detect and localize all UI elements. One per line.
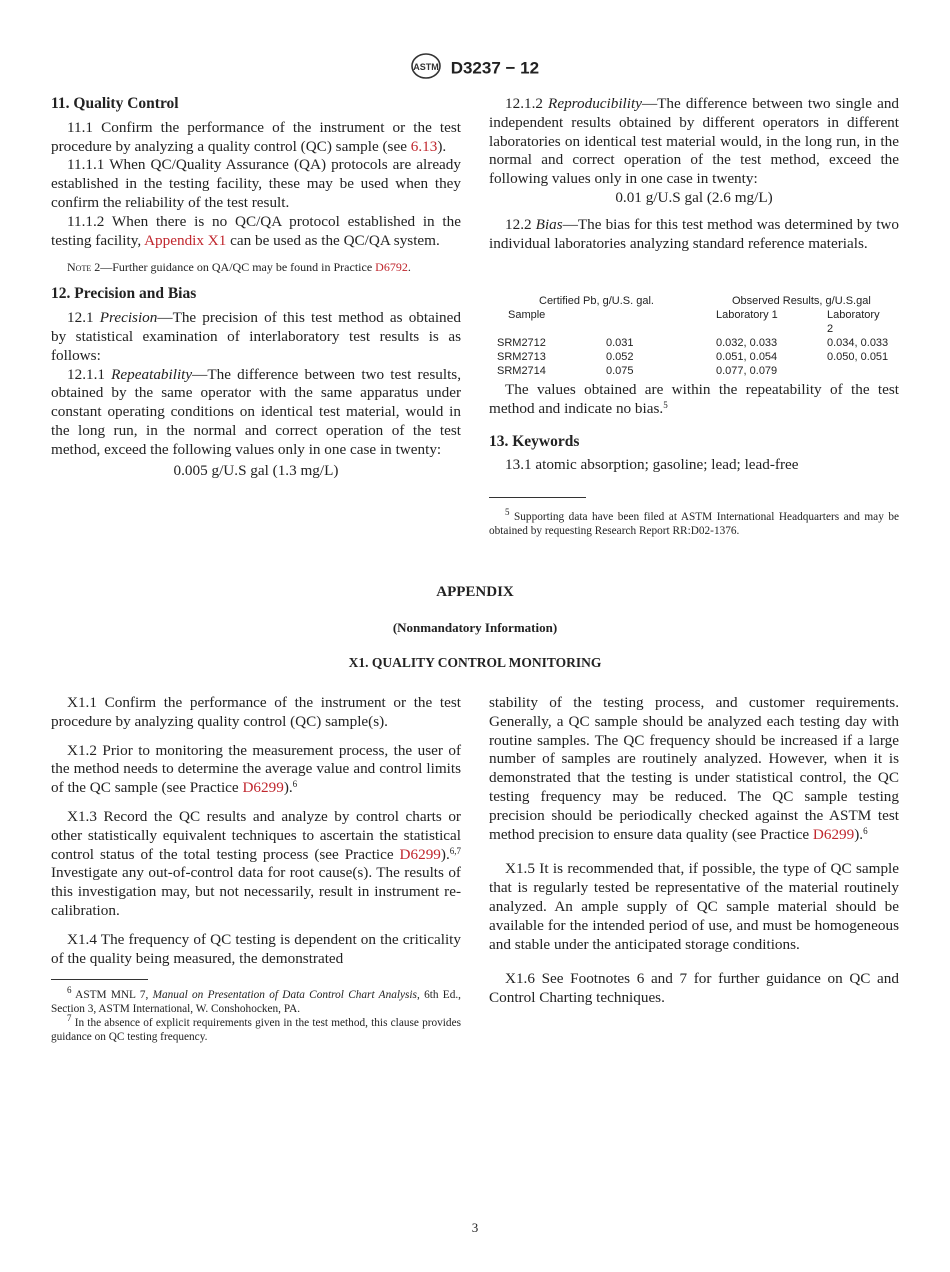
appendix-title: APPENDIX (436, 584, 514, 600)
repeatability-value: 0.005 g/U.S gal (1.3 mg/L) (173, 461, 339, 479)
para-11-1: 11.1 Confirm the performance of the instrument or the test procedure by analyzing a quality control (QC) sample (see 6.13). (51, 118, 461, 155)
page-header (0, 56, 950, 82)
link-d6299[interactable]: D6299 (399, 845, 441, 863)
para-x1-3: X1.3 Record the QC results and analyze by control charts or other statistically equivalent techniques to ascertain the statistical control status of the total testing process (see Practice D6299).$^{6,7}$ Investigate any out-of-control data for root cause(s). The results of this investigation may, but not necessarily, result in instrument re-calibration. (51, 807, 461, 919)
bias-conclusion: The values obtained are within the repeatability of the test method and indicate no bias.$^5$ (489, 381, 899, 417)
footnote-5: $^5$ Supporting data have been filed at ASTM International Headquarters and may be obtained by requesting Research Report RR:D02-1376. (489, 507, 899, 538)
para-13-1: 13.1 atomic absorption; gasoline; lead; lead-free (505, 456, 799, 474)
para-12-1-1: 12.1.1 Repeatability—The difference between two test results, obtained by the same operator with the same apparatus under constant operating conditions on identical test material, would in the long run, in the normal and correct operation of the test method, exceed the following values only in one case in twenty: (51, 365, 461, 458)
table-subheader-lab1: Laboratory 1 (716, 309, 778, 321)
table-cell-lab2: 0.034, 0.033 (827, 337, 889, 349)
appendix-left-column (51, 694, 461, 1044)
para-x1-2: X1.2 Prior to monitoring the measurement process, the user of the method needs to determine the average value and control limits of the QC sample (see Practice D6299).$^6$ (51, 741, 461, 797)
table-subheader-sample: Sample (508, 309, 546, 321)
section-12-title: 12. Precision and Bias (51, 285, 197, 303)
footnote-6: $^6$ ASTM MNL 7, Manual on Presentation of Data Control Chart Analysis, 6th Ed., Section 3, ASTM International, W. Conshohocken, PA. (51, 985, 461, 1016)
para-12-1-2: 12.1.2 Reproducibility—The difference between two single and independent results obtained by different operators in different laboratories on identical test material would, in the long run, in the normal and correct operation of the test method, exceed the following values only in one case in twenty: (489, 95, 899, 188)
para-x1-6: X1.6 See Footnotes 6 and 7 for further guidance on QC and Control Charting techniques. (489, 970, 899, 1007)
table-header-observed: Observed Results, g/U.S.gal (732, 295, 871, 307)
section-11-title: 11. Quality Control (51, 95, 179, 112)
table-cell-cert: 0.052 (606, 351, 634, 363)
table-cell-lab1: 0.051, 0.054 (716, 351, 778, 363)
table-cell-lab1: 0.032, 0.033 (716, 337, 778, 349)
table-cell-cert: 0.031 (606, 337, 634, 349)
footnote-ref-6[interactable]: 6 (292, 779, 298, 790)
section-13-title: 13. Keywords (489, 432, 580, 450)
link-appendix-x1[interactable]: Appendix X1 (144, 231, 227, 249)
footnote-divider (489, 497, 586, 498)
appendix-right-column (489, 694, 899, 1008)
footnote-7: $^7$ In the absence of explicit requirements given in the test method, this clause provides guidance on QC testing frequency. (51, 1013, 461, 1044)
note-2: Note 2—Further guidance on QA/QC may be found in Practice D6792. (67, 260, 411, 275)
para-11-1-2: 11.1.2 When there is no QC/QA protocol established in the testing facility, Appendix X1 can be used as the QC/QA system. (51, 212, 461, 249)
right-column-lower (489, 381, 899, 538)
table-cell-lab2: 0.050, 0.051 (827, 351, 889, 363)
table-subheader-lab2: Laboratory (827, 309, 880, 321)
table-cell-sample: SRM2714 (497, 365, 546, 377)
appendix-subtitle: (Nonmandatory Information) (392, 620, 558, 635)
table-cell-cert: 0.075 (606, 365, 634, 377)
para-x1-5: X1.5 It is recommended that, if possible, the type of QC sample that is regularly tested be representative of the material routinely analyzed. An ample supply of QC sample material should be available for the intended period of use, and must be homogeneous and stable under the anticipated storage conditions. (489, 860, 899, 953)
link-d6792[interactable]: D6792 (375, 260, 408, 275)
table-cell-lab1: 0.077, 0.079 (716, 365, 778, 377)
appendix-section-title: X1. QUALITY CONTROL MONITORING (348, 655, 602, 670)
table-cell-sample: SRM2713 (497, 351, 546, 363)
astm-logo (411, 53, 441, 79)
link-d6299[interactable]: D6299 (242, 779, 284, 797)
para-12-1: 12.1 Precision—The precision of this test method as obtained by statistical examination of interlaboratory test results is as follows: (51, 309, 461, 364)
footnote-ref-5[interactable]: 5 (663, 399, 668, 410)
para-x1-4-cont: stability of the testing process, and customer requirements. Generally, a QC sample should be analyzed each testing day with routine samples. The QC frequency should be increased if a large number of samples are routinely analyzed. However, when it is demonstrated that the testing is under statistical control, the QC testing frequency may be reduced. The QC sample testing precision should be periodically checked against the ASTM test method precision to ensure data quality (see Practice D6299).$^6$ (489, 694, 899, 843)
footnote-divider (51, 979, 148, 980)
para-11-1-1: 11.1.1 When QC/Quality Assurance (QA) protocols are already established in the testing facility, these may be used when they confirm the reliability of the test result. (51, 156, 461, 211)
footnote-ref-6[interactable]: 6 (863, 825, 868, 836)
left-column (51, 95, 461, 480)
logo-text: ASTM (413, 62, 439, 72)
reproducibility-value: 0.01 g/U.S gal (2.6 mg/L) (615, 188, 773, 206)
document-designation: D3237 − 12 (450, 58, 540, 78)
table-subheader-lab2-num: 2 (827, 323, 834, 335)
page-number: 3 (471, 1220, 479, 1235)
right-column (489, 95, 899, 377)
para-12-2: 12.2 Bias—The bias for this test method was determined by two individual laboratories analyzing standard reference materials. (489, 215, 899, 252)
footnote-ref-6-7[interactable]: 6,7 (449, 845, 461, 856)
para-x1-1: X1.1 Confirm the performance of the instrument or the test procedure by analyzing quality control (QC) sample(s). (51, 694, 461, 730)
link-d6299[interactable]: D6299 (812, 825, 855, 843)
link-6-13[interactable]: 6.13 (410, 137, 438, 155)
table-header-certified: Certified Pb, g/U.S. gal. (539, 295, 654, 307)
para-x1-4: X1.4 The frequency of QC testing is dependent on the criticality of the quality being measured, the demonstrated (51, 930, 461, 967)
table-cell-sample: SRM2712 (497, 337, 546, 349)
bias-table (497, 295, 897, 375)
